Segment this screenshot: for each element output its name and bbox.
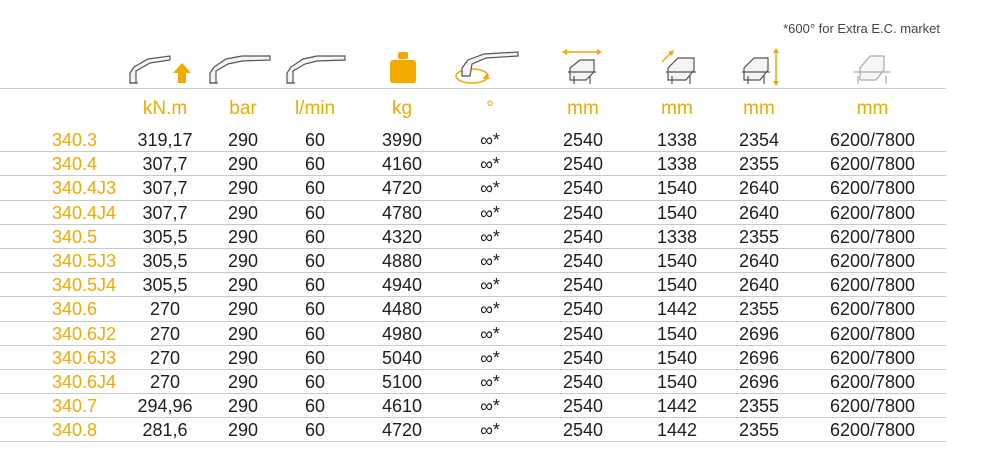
cell-folded-height: 1540 (656, 250, 698, 271)
table-row (0, 297, 946, 321)
cell-slewing: ∞* (480, 226, 500, 247)
cell-pressure: 290 (227, 275, 259, 296)
cell-model: 340.7 (52, 396, 98, 417)
cell-base-width: 2540 (562, 396, 604, 417)
cell-stowed-height: 2355 (738, 154, 780, 175)
table-row (0, 418, 946, 442)
cell-pressure: 290 (227, 250, 259, 271)
cell-base-width: 2540 (562, 178, 604, 199)
table-row (0, 152, 946, 176)
cell-lifting-moment: 307,7 (142, 202, 188, 223)
cell-stowed-height: 2354 (738, 130, 780, 150)
stowed-height-icon (736, 45, 784, 89)
cell-base-width: 2540 (562, 275, 604, 296)
cell-weight: 4480 (381, 299, 423, 320)
unit-stowed-height: mm (743, 98, 775, 119)
cell-slewing: ∞* (480, 178, 500, 199)
cell-slewing: ∞* (480, 323, 500, 344)
cell-stowed-height: 2355 (738, 226, 780, 247)
cell-stabilizer-spread: 6200/7800 (829, 275, 916, 296)
cell-weight: 4880 (381, 250, 423, 271)
unit-slewing: ° (486, 98, 494, 119)
table-row (0, 176, 946, 200)
cell-lifting-moment: 281,6 (142, 420, 188, 441)
cell-model: 340.6 (52, 299, 98, 320)
cell-weight: 5040 (381, 347, 423, 368)
cell-stowed-height: 2640 (738, 202, 780, 223)
cell-stowed-height: 2640 (738, 275, 780, 296)
table-row (0, 273, 946, 297)
cell-pressure: 290 (227, 299, 259, 320)
cell-slewing: ∞* (480, 250, 500, 271)
cell-slewing: ∞* (480, 347, 500, 368)
cell-slewing: ∞* (480, 299, 500, 320)
cell-base-width: 2540 (562, 226, 604, 247)
cell-pressure: 290 (227, 226, 259, 247)
cell-stabilizer-spread: 6200/7800 (829, 299, 916, 320)
cell-folded-height: 1540 (656, 178, 698, 199)
cell-folded-height: 1540 (656, 371, 698, 392)
cell-weight: 4780 (381, 202, 423, 223)
cell-lifting-moment: 305,5 (142, 226, 188, 247)
cell-stowed-height: 2696 (738, 323, 780, 344)
cell-model: 340.5J4 (52, 275, 117, 296)
cell-slewing: ∞* (480, 154, 500, 175)
cell-base-width: 2540 (562, 154, 604, 175)
header-divider (0, 88, 946, 89)
base-width-icon (558, 45, 606, 89)
cell-folded-height: 1338 (656, 226, 698, 247)
cell-base-width: 2540 (562, 371, 604, 392)
cell-stowed-height: 2640 (738, 250, 780, 271)
units-row (0, 92, 1002, 126)
cell-pressure: 290 (227, 420, 259, 441)
unit-lifting-moment: kN.m (142, 98, 188, 119)
cell-flow: 60 (304, 178, 326, 199)
cell-weight: 4980 (381, 323, 423, 344)
cell-stabilizer-spread: 6200/7800 (829, 371, 916, 392)
cell-stabilizer-spread: 6200/7800 (829, 226, 916, 247)
cell-stowed-height: 2696 (738, 371, 780, 392)
cell-pressure: 290 (227, 154, 259, 175)
cell-base-width: 2540 (562, 202, 604, 223)
cell-weight: 4720 (381, 420, 423, 441)
cell-model: 340.6J2 (52, 323, 117, 344)
cell-lifting-moment: 319,17 (137, 130, 193, 150)
cell-folded-height: 1540 (656, 202, 698, 223)
cell-folded-height: 1338 (656, 154, 698, 175)
cell-base-width: 2540 (562, 250, 604, 271)
cell-lifting-moment: 270 (149, 299, 181, 320)
crane-lifting-moment-icon (126, 45, 196, 89)
cell-model: 340.4 (52, 154, 98, 175)
cell-pressure: 290 (227, 130, 259, 150)
cell-stabilizer-spread: 6200/7800 (829, 347, 916, 368)
cell-flow: 60 (304, 275, 326, 296)
table-row (0, 128, 946, 152)
cell-stabilizer-spread: 6200/7800 (829, 178, 916, 199)
cell-folded-height: 1442 (656, 420, 698, 441)
table-row (0, 346, 946, 370)
table-row (0, 201, 946, 225)
cell-model: 340.5J3 (52, 250, 117, 271)
cell-base-width: 2540 (562, 130, 604, 150)
folded-height-icon (654, 45, 702, 89)
cell-model: 340.5 (52, 226, 98, 247)
cell-model: 340.4J4 (52, 202, 117, 223)
cell-flow: 60 (304, 347, 326, 368)
cell-pressure: 290 (227, 396, 259, 417)
spec-table (0, 128, 946, 442)
cell-slewing: ∞* (480, 202, 500, 223)
cell-stabilizer-spread: 6200/7800 (829, 202, 916, 223)
cell-slewing: ∞* (480, 130, 500, 150)
cell-flow: 60 (304, 371, 326, 392)
cell-stabilizer-spread: 6200/7800 (829, 420, 916, 441)
cell-slewing: ∞* (480, 275, 500, 296)
cell-base-width: 2540 (562, 299, 604, 320)
table-row (0, 249, 946, 273)
table-row (0, 322, 946, 346)
cell-flow: 60 (304, 226, 326, 247)
slewing-angle-icon (452, 45, 526, 89)
crane-pressure-icon (206, 45, 274, 89)
unit-weight: kg (391, 98, 413, 119)
cell-model: 340.8 (52, 420, 98, 441)
weight-icon (383, 45, 423, 89)
table-row (0, 370, 946, 394)
cell-flow: 60 (304, 154, 326, 175)
cell-stabilizer-spread: 6200/7800 (829, 250, 916, 271)
cell-folded-height: 1540 (656, 347, 698, 368)
cell-flow: 60 (304, 299, 326, 320)
cell-weight: 4160 (381, 154, 423, 175)
cell-base-width: 2540 (562, 420, 604, 441)
cell-stabilizer-spread: 6200/7800 (829, 130, 916, 150)
cell-model: 340.4J3 (52, 178, 117, 199)
cell-lifting-moment: 307,7 (142, 178, 188, 199)
cell-stabilizer-spread: 6200/7800 (829, 323, 916, 344)
footnote: *600° for Extra E.C. market (783, 21, 940, 36)
cell-model: 340.6J3 (52, 347, 117, 368)
cell-folded-height: 1540 (656, 323, 698, 344)
cell-pressure: 290 (227, 371, 259, 392)
unit-folded-height: mm (661, 98, 693, 119)
cell-slewing: ∞* (480, 396, 500, 417)
cell-weight: 4610 (381, 396, 423, 417)
cell-lifting-moment: 270 (149, 347, 181, 368)
cell-folded-height: 1442 (656, 299, 698, 320)
cell-stowed-height: 2640 (738, 178, 780, 199)
table-row (0, 394, 946, 418)
cell-slewing: ∞* (480, 371, 500, 392)
cell-lifting-moment: 307,7 (142, 154, 188, 175)
cell-pressure: 290 (227, 202, 259, 223)
cell-folded-height: 1338 (656, 130, 698, 150)
cell-lifting-moment: 270 (149, 323, 181, 344)
crane-flow-icon (283, 45, 349, 89)
cell-lifting-moment: 305,5 (142, 275, 188, 296)
cell-model: 340.3 (52, 130, 98, 150)
cell-stowed-height: 2355 (738, 299, 780, 320)
cell-weight: 5100 (381, 371, 423, 392)
cell-flow: 60 (304, 396, 326, 417)
cell-flow: 60 (304, 323, 326, 344)
header-icons-row (0, 45, 1002, 89)
cell-stabilizer-spread: 6200/7800 (829, 396, 916, 417)
cell-folded-height: 1540 (656, 275, 698, 296)
cell-flow: 60 (304, 250, 326, 271)
cell-weight: 4940 (381, 275, 423, 296)
cell-lifting-moment: 305,5 (142, 250, 188, 271)
cell-base-width: 2540 (562, 347, 604, 368)
cell-pressure: 290 (227, 178, 259, 199)
stabilizer-spread-icon (848, 45, 896, 89)
cell-flow: 60 (304, 420, 326, 441)
unit-flow: l/min (294, 98, 336, 119)
cell-flow: 60 (304, 130, 326, 150)
cell-stabilizer-spread: 6200/7800 (829, 154, 916, 175)
cell-slewing: ∞* (480, 420, 500, 441)
cell-weight: 3990 (381, 130, 423, 150)
cell-weight: 4320 (381, 226, 423, 247)
unit-base-width: mm (567, 98, 599, 119)
cell-stowed-height: 2355 (738, 420, 780, 441)
cell-lifting-moment: 294,96 (137, 396, 193, 417)
unit-stabilizer-spread: mm (856, 98, 889, 119)
cell-pressure: 290 (227, 347, 259, 368)
cell-weight: 4720 (381, 178, 423, 199)
cell-stowed-height: 2355 (738, 396, 780, 417)
cell-flow: 60 (304, 202, 326, 223)
cell-model: 340.6J4 (52, 371, 117, 392)
cell-lifting-moment: 270 (149, 371, 181, 392)
cell-pressure: 290 (227, 323, 259, 344)
cell-stowed-height: 2696 (738, 347, 780, 368)
cell-folded-height: 1442 (656, 396, 698, 417)
table-row (0, 225, 946, 249)
cell-base-width: 2540 (562, 323, 604, 344)
unit-pressure: bar (229, 98, 257, 119)
